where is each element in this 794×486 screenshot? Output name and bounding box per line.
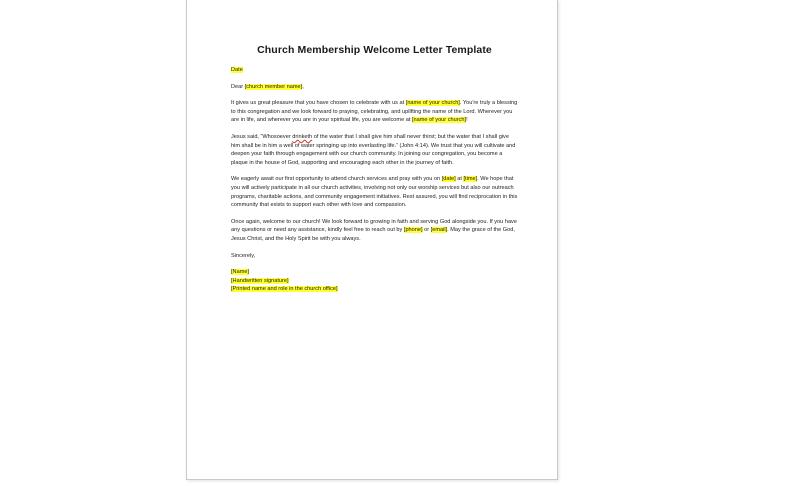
church-name-placeholder: [name of your church] <box>411 117 467 124</box>
time-placeholder: [time] <box>463 176 478 183</box>
document-page <box>186 0 558 480</box>
closing-line: Sincerely, <box>231 252 256 259</box>
paragraph-text: or <box>422 227 431 234</box>
paragraph-text: We eagerly await our first opportunity to attend church services and pray with you on <box>231 176 442 183</box>
paragraph-text: It gives us great pleasure that you have chosen to celebrate with us at <box>231 100 406 107</box>
paragraph-welcome <box>231 99 518 125</box>
date-placeholder: Date <box>231 67 243 73</box>
paragraph-text: ! <box>466 117 468 124</box>
paragraph-text: at <box>455 176 464 183</box>
handwritten-signature-placeholder: [Handwritten signature] <box>231 277 289 284</box>
printed-name-placeholder: [Printed name and role in the church office] <box>231 286 338 293</box>
email-placeholder: [email] <box>430 227 448 234</box>
date-placeholder-inline: [date] <box>441 176 456 183</box>
paragraph-scripture <box>231 133 518 167</box>
document-title: Church Membership Welcome Letter Template <box>257 44 492 56</box>
paragraph-text: . We hope that you will actively participate in all our church activities, involving not only our worship services but also our outreach programs, charitable actions, and community engagement initiatives. Rest assured, you will find reciprocation in this community that exists to support each other with love and compassion. <box>231 176 518 209</box>
date-line <box>231 66 518 75</box>
member-name-placeholder: [church member name] <box>244 83 303 90</box>
paragraph-text: Once again, welcome to our church! We look forward to growing in faith and serving God alongside you. If you have any questions or need any assistance, kindly feel free to reach out by <box>231 218 517 234</box>
paragraph-text: . May the grace of the God, Jesus Christ, and the Holy Spirit be with you always. <box>231 227 515 242</box>
greeting-prefix: Dear <box>231 83 245 90</box>
phone-placeholder: [phone] <box>403 227 423 234</box>
signature-block <box>231 268 518 294</box>
paragraph-contact <box>231 218 518 244</box>
paragraph-text: . You're truly a blessing to this congregation and we look forward to praying, celebrating, and uplifting the name of the Lord. Wherever you are in life, and wherever you are in your spiritual life, you are welcome at <box>231 100 518 124</box>
greeting-line <box>231 83 518 92</box>
paragraph-text: of the water that I shall give him shall never thirst; but the water that I shall give him shall be in him a well of water springing up into everlasting life.” (John 4:14). We trust that you will cultivate and deepen your faith through engagement with our church community. In joining our congregation, you become a plaque in the house of God, supporting and encouraging each other in the journey of faith. <box>231 133 516 166</box>
greeting-suffix: , <box>302 83 304 90</box>
signature-name-placeholder: [Name] <box>231 269 250 276</box>
document-content <box>231 43 518 294</box>
misspelled-word[interactable]: drinketh <box>292 133 313 140</box>
paragraph-text: Jesus said, “Whosoever <box>231 133 293 140</box>
church-name-placeholder: [name of your church] <box>405 100 460 107</box>
paragraph-services <box>231 175 518 209</box>
